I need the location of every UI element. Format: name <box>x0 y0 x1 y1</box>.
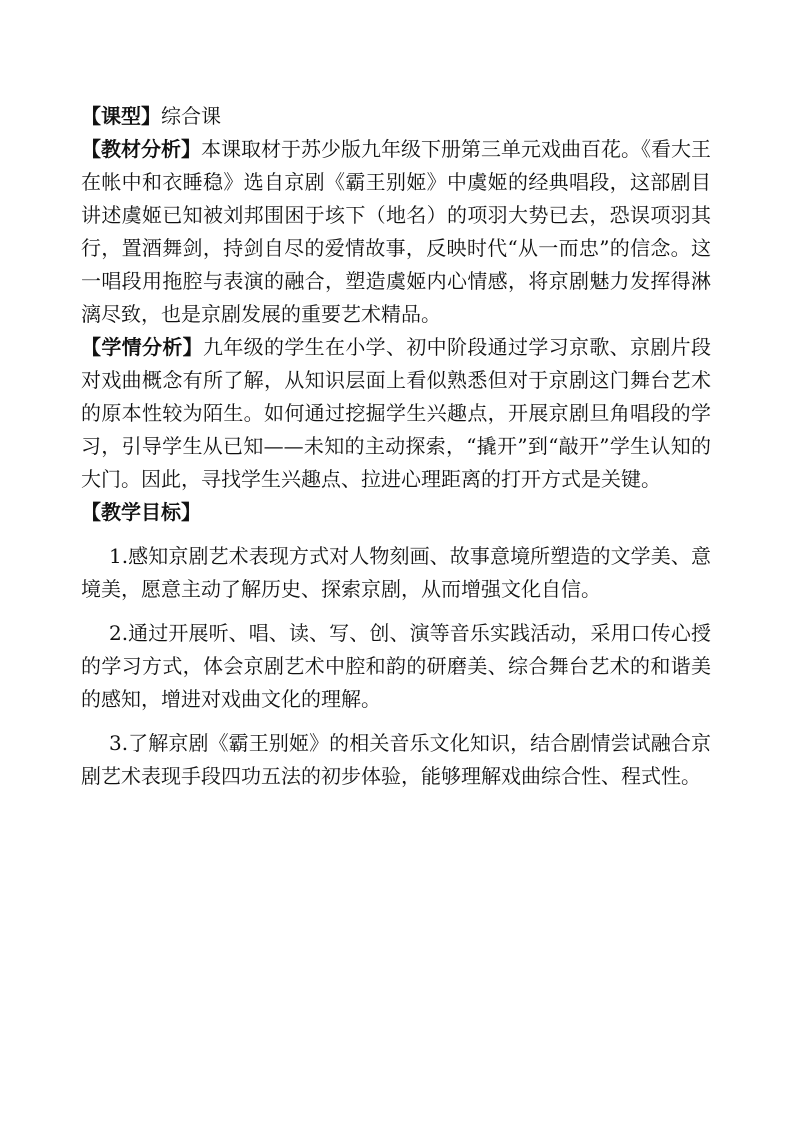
materials-analysis-text: 本课取材于苏少版九年级下册第三单元戏曲百花。《看大王在帐中和衣睡稳》选自京剧《霸王别姬》中虞姬的经典唱段，这部剧目讲述虞姬已知被刘邦围困于垓下（地名）的项羽大势已去，恐误项羽其行，置酒舞剑，持剑自尽的爱情故事，反映时代“从一而忠”的信念。这一唱段用拖腔与表演的融合，塑造虞姬内心情感，将京剧魅力发挥得淋漓尽致，也是京剧发展的重要艺术精品。 <box>81 137 711 326</box>
student-analysis-heading: 【学情分析】 <box>81 335 203 359</box>
lesson-type-paragraph <box>81 100 711 133</box>
student-analysis-text: 九年级的学生在小学、初中阶段通过学习京歌、京剧片段对戏曲概念有所了解，从知识层面上看似熟悉但对于京剧这门舞台艺术的原本性较为陌生。如何通过挖掘学生兴趣点，开展京剧旦角唱段的学习，引导学生从已知——未知的主动探索，“撬开”到“敲开”学生认知的大门。因此，寻找学生兴趣点、拉进心理距离的打开方式是关键。 <box>81 335 711 491</box>
teaching-goals-heading: 【教学目标】 <box>81 500 201 524</box>
lesson-type-text: 综合课 <box>161 104 221 128</box>
teaching-goal-item: 3.了解京剧《霸王别姬》的相关音乐文化知识，结合剧情尝试融合京剧艺术表现手段四功五法的初步体验，能够理解戏曲综合性、程式性。 <box>81 731 711 788</box>
lesson-type-heading: 【课型】 <box>81 104 161 128</box>
materials-analysis-heading: 【教材分析】 <box>81 137 201 161</box>
teaching-goal-item: 2.通过开展听、唱、读、写、创、演等音乐实践活动，采用口传心授的学习方式，体会京剧艺术中腔和韵的研磨美、综合舞台艺术的和谐美的感知，增进对戏曲文化的理解。 <box>81 621 711 711</box>
teaching-goals-heading-line <box>81 496 711 529</box>
teaching-goal-item: 1.感知京剧艺术表现方式对人物刻画、故事意境所塑造的文学美、意境美，愿意主动了解历史、探索京剧，从而增强文化自信。 <box>81 544 711 601</box>
materials-analysis-paragraph <box>81 133 711 331</box>
student-analysis-paragraph <box>81 331 711 496</box>
document-body <box>81 100 711 793</box>
